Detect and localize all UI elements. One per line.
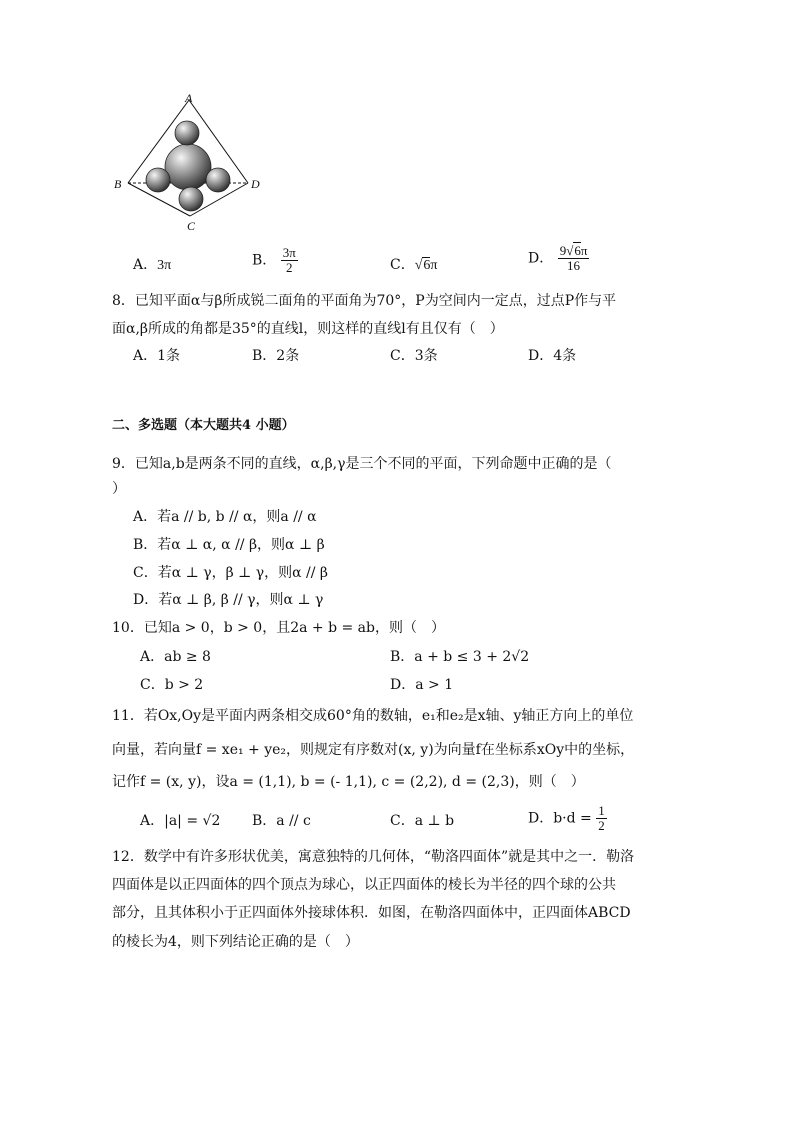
q9-stem-line2: ）	[112, 481, 126, 497]
q8-stem-line1: 8．已知平面α与β所成锐二面角的平面角为70°，P为空间内一定点，过点P作与平	[112, 293, 617, 309]
q12-stem-line4: 的棱长为4，则下列结论正确的是（ ）	[112, 934, 359, 950]
q12-stem-line1: 12．数学中有许多形状优美，寓意独特的几何体，“勒洛四面体”就是其中之一．勒洛	[112, 849, 635, 865]
q10-option-c[interactable]: C．b > 2	[140, 677, 204, 693]
tetrahedron-figure	[108, 88, 268, 238]
q10-option-d[interactable]: D．a > 1	[390, 677, 454, 693]
q8-option-a[interactable]: A．1条	[133, 348, 181, 364]
q8-option-c[interactable]: C．3条	[390, 348, 438, 364]
q7-option-b[interactable]: B． $\frac{3\pi}{2}$	[252, 245, 296, 275]
q9-option-d[interactable]: D．若α ⊥ β, β // γ，则α ⊥ γ	[133, 592, 324, 608]
vertex-label-a: A	[185, 91, 193, 105]
q12-stem-line3: 部分，且其体积小于正四面体外接球体积．如图，在勒洛四面体中，正四面体ABCD	[112, 905, 631, 921]
q11-stem-line1: 11．若Ox,Oy是平面内两条相交成60°角的数轴，e₁和e₂是x轴、y轴正方向上的单位	[112, 708, 634, 724]
q8-option-b[interactable]: B．2条	[252, 348, 300, 364]
section-title-multiple-choice: 二、多选题（本大题共4 小题）	[112, 418, 295, 433]
q11-option-d[interactable]: D．b·d = $\frac{1}{2}$	[528, 803, 605, 833]
vertex-label-c: C	[187, 219, 196, 233]
q8-stem-line2: 面α,β所成的角都是35°的直线l，则这样的直线l有且仅有（ ）	[112, 321, 504, 337]
q11-option-c[interactable]: C．a ⊥ b	[390, 813, 455, 829]
q10-option-a[interactable]: A．ab ≥ 8	[140, 649, 211, 665]
vertex-label-d: D	[251, 177, 260, 191]
q11-option-b[interactable]: B．a // c	[252, 813, 311, 829]
q10-option-b[interactable]: B．a + b ≤ 3 + 2√2	[390, 649, 530, 665]
q9-stem-line1: 9．已知a,b是两条不同的直线，α,β,γ是三个不同的平面，下列命题中正确的是（	[112, 456, 612, 472]
q9-option-c[interactable]: C．若α ⊥ γ，β ⊥ γ，则α // β	[133, 565, 329, 581]
q7-option-a[interactable]: A．3π	[133, 257, 172, 273]
q11-stem-line2: 向量，若向量f = xe₁ + ye₂，则规定有序数对(x, y)为向量f在坐标系xOy中的坐标，	[112, 742, 635, 758]
q9-option-b[interactable]: B．若α ⊥ α, α // β，则α ⊥ β	[133, 537, 325, 553]
q11-stem-line3: 记作f = (x, y)，设a = (1,1), b = (- 1,1), c = (2,2), d = (2,3)，则（ ）	[112, 774, 585, 790]
q7-option-d[interactable]: D． $\frac{9√6\pi}{16}$	[528, 243, 588, 273]
q10-stem: 10．已知a > 0，b > 0，且2a + b = ab，则（ ）	[112, 620, 445, 636]
q8-option-d[interactable]: D．4条	[528, 348, 577, 364]
vertex-label-b: B	[114, 177, 122, 191]
q11-option-a[interactable]: A．|a| = √2	[140, 813, 221, 829]
q9-option-a[interactable]: A．若a // b, b // α，则a // α	[133, 509, 317, 525]
q7-option-c[interactable]: C．√6π	[390, 257, 438, 273]
q12-stem-line2: 四面体是以正四面体的四个顶点为球心，以正四面体的棱长为半径的四个球的公共	[112, 877, 616, 893]
